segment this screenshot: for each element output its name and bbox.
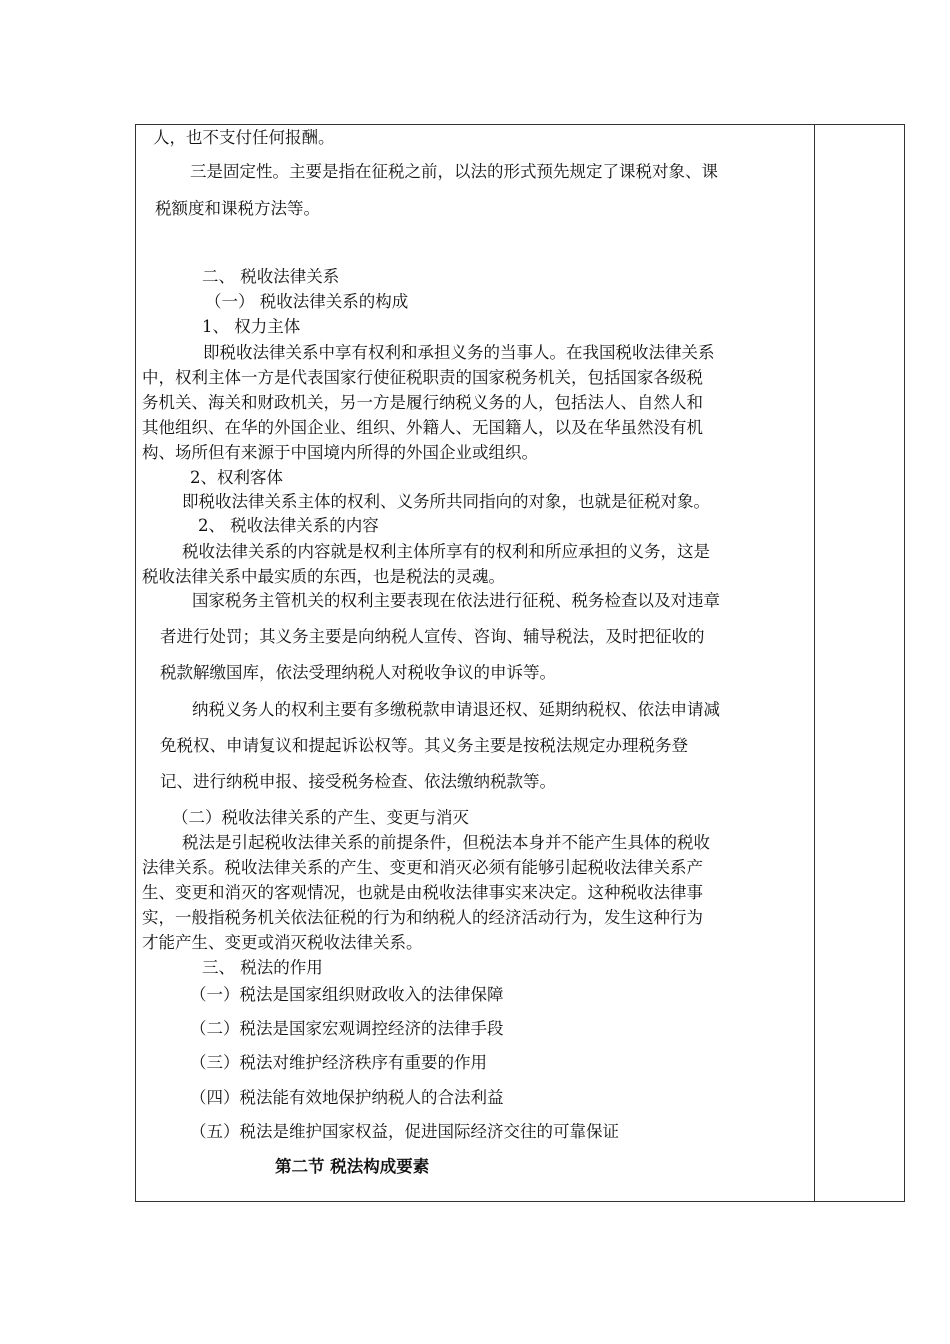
column-divider bbox=[814, 124, 815, 1202]
text-line: 国家税务主管机关的权利主要表现在依法进行征税、税务检查以及对违章 bbox=[192, 591, 720, 610]
item-heading: 1、 权力主体 bbox=[202, 317, 301, 336]
text-line: 税额度和课税方法等。 bbox=[155, 199, 320, 218]
subsection-heading: （一） 税收法律关系的构成 bbox=[205, 292, 409, 311]
text-line: 税款解缴国库，依法受理纳税人对税收争议的申诉等。 bbox=[160, 663, 556, 682]
list-item: （四）税法能有效地保护纳税人的合法利益 bbox=[190, 1088, 504, 1107]
list-item: （二）税法是国家宏观调控经济的法律手段 bbox=[190, 1019, 504, 1038]
text-line: 其他组织、在华的外国企业、组织、外籍人、无国籍人，以及在华虽然没有机 bbox=[142, 418, 703, 437]
text-line: 法律关系。税收法律关系的产生、变更和消灭必须有能够引起税收法律关系产 bbox=[142, 858, 703, 877]
text-line: 人，也不支付任何报酬。 bbox=[153, 128, 335, 147]
subsection-heading: （二）税收法律关系的产生、变更与消灭 bbox=[172, 808, 469, 827]
text-line: 免税权、申请复议和提起诉讼权等。其义务主要是按税法规定办理税务登 bbox=[160, 736, 688, 755]
item-heading: 2、权利客体 bbox=[190, 468, 283, 487]
section-heading: 二、 税收法律关系 bbox=[202, 267, 340, 286]
item-heading: 2、 税收法律关系的内容 bbox=[198, 516, 379, 535]
text-line: 记、进行纳税申报、接受税务检查、依法缴纳税款等。 bbox=[160, 772, 556, 791]
list-item: （一）税法是国家组织财政收入的法律保障 bbox=[190, 985, 504, 1004]
list-item: （五）税法是维护国家权益，促进国际经济交往的可靠保证 bbox=[190, 1122, 619, 1141]
list-item: （三）税法对维护经济秩序有重要的作用 bbox=[190, 1053, 487, 1072]
text-line: 才能产生、变更或消灭税收法律关系。 bbox=[142, 933, 423, 952]
text-line: 三是固定性。主要是指在征税之前，以法的形式预先规定了课税对象、课 bbox=[190, 162, 718, 181]
text-line: 即税收法律关系主体的权利、义务所共同指向的对象，也就是征税对象。 bbox=[182, 492, 710, 511]
text-line: 务机关、海关和财政机关，另一方是履行纳税义务的人，包括法人、自然人和 bbox=[142, 393, 703, 412]
text-line: 税收法律关系中最实质的东西，也是税法的灵魂。 bbox=[142, 567, 505, 586]
chapter-section-title: 第二节 税法构成要素 bbox=[275, 1157, 430, 1176]
text-line: 中，权利主体一方是代表国家行使征税职责的国家税务机关，包括国家各级税 bbox=[142, 368, 703, 387]
text-line: 即税收法律关系中享有权利和承担义务的当事人。在我国税收法律关系 bbox=[203, 343, 715, 362]
text-line: 纳税义务人的权利主要有多缴税款申请退还权、延期纳税权、依法申请减 bbox=[192, 700, 720, 719]
text-line: 税法是引起税收法律关系的前提条件，但税法本身并不能产生具体的税收 bbox=[182, 833, 710, 852]
text-line: 者进行处罚；其义务主要是向纳税人宣传、咨询、辅导税法，及时把征收的 bbox=[160, 627, 705, 646]
text-line: 生、变更和消灭的客观情况，也就是由税收法律事实来决定。这种税收法律事 bbox=[142, 883, 703, 902]
text-line: 实，一般指税务机关依法征税的行为和纳税人的经济活动行为，发生这种行为 bbox=[142, 908, 703, 927]
text-line: 构、场所但有来源于中国境内所得的外国企业或组织。 bbox=[142, 443, 538, 462]
text-line: 税收法律关系的内容就是权利主体所享有的权利和所应承担的义务，这是 bbox=[182, 542, 710, 561]
section-heading: 三、 税法的作用 bbox=[202, 958, 323, 977]
